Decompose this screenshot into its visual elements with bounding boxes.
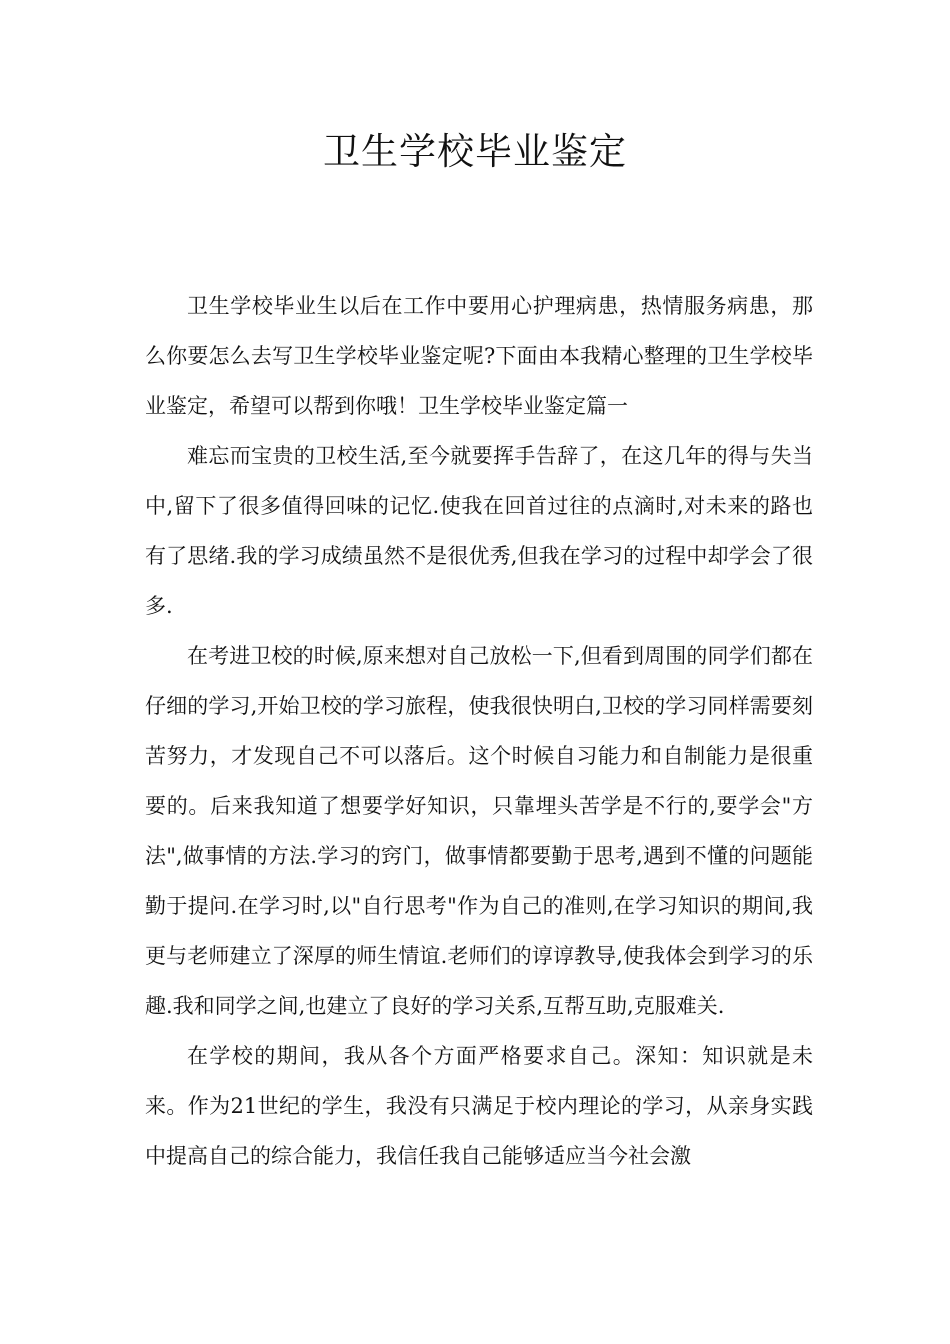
document-body — [145, 281, 813, 1181]
paragraph-3: 在考进卫校的时候,原来想对自己放松一下,但看到周围的同学们都在仔细的学习,开始卫校的学习旅程，使我很快明白,卫校的学习同样需要刻苦努力，才发现自己不可以落后。这个时候自习能力和自制能力是很重要的。后来我知道了想要学好知识，只靠埋头苦学是不行的,要学会"方法",做事情的方法.学习的窍门，做事情都要勤于思考,遇到不懂的问题能勤于提问.在学习时,以"自行思考"作为自己的准则,在学习知识的期间,我更与老师建立了深厚的师生情谊.老师们的谆谆教导,使我体会到学习的乐趣.我和同学之间,也建立了良好的学习关系,互帮互助,克服难关. — [145, 644, 813, 1018]
paragraph-1: 卫生学校毕业生以后在工作中要用心护理病患，热情服务病患，那么你要怎么去写卫生学校毕业鉴定呢?下面由本我精心整理的卫生学校毕业鉴定，希望可以帮到你哦！卫生学校毕业鉴定篇一 — [145, 294, 813, 418]
paragraph-4: 在学校的期间，我从各个方面严格要求自己。深知：知识就是未来。作为21世纪的学生，我没有只满足于校内理论的学习，从亲身实践中提高自己的综合能力，我信任我自己能够适应当今社会激 — [145, 1044, 813, 1168]
document-title: 卫生学校毕业鉴定 — [323, 130, 627, 173]
paragraph-2: 难忘而宝贵的卫校生活,至今就要挥手告辞了，在这几年的得与失当中,留下了很多值得回味的记忆.使我在回首过往的点滴时,对未来的路也有了思绪.我的学习成绩虽然不是很优秀,但我在学习的过程中却学会了很多. — [145, 444, 813, 618]
